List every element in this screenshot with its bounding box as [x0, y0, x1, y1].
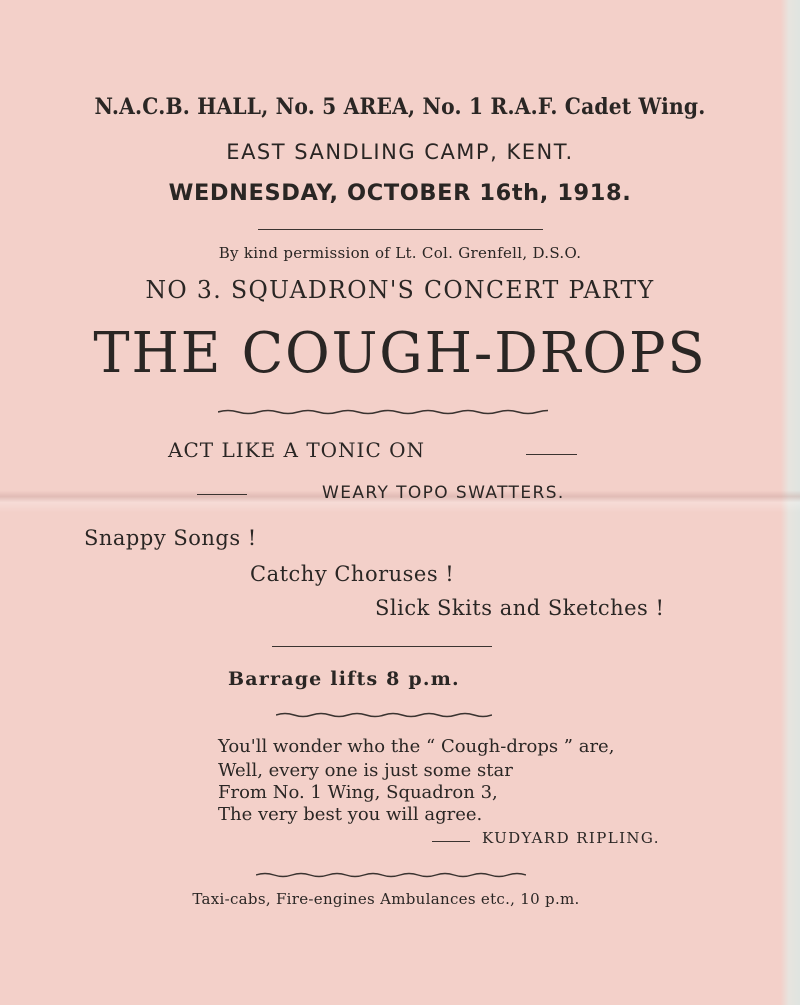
location-line: EAST SANDLING CAMP, KENT.: [226, 140, 574, 164]
divider-4: [276, 712, 492, 718]
start-time: Barrage lifts 8 p.m.: [228, 668, 460, 690]
poem-line-2: Well, every one is just some star: [218, 760, 513, 781]
tagline-dash-left: [197, 494, 247, 495]
venue-line: N.A.C.B. HALL, No. 5 AREA, No. 1 R.A.F. Cadet Wing.: [94, 94, 706, 120]
divider-3: [272, 646, 492, 647]
show-title: THE COUGH-DROPS: [93, 321, 707, 386]
footer-line: Taxi-cabs, Fire-engines Ambulances etc., 10 p.m.: [192, 890, 580, 908]
act-snappy-songs: Snappy Songs !: [84, 526, 257, 550]
attribution-dash: [432, 841, 470, 842]
tagline-line-2: WEARY TOPO SWATTERS.: [322, 483, 565, 503]
divider-2: [218, 409, 548, 415]
date-line: WEDNESDAY, OCTOBER 16th, 1918.: [168, 181, 632, 206]
tagline-dash-right: [526, 454, 577, 455]
poem-line-1: You'll wonder who the “ Cough-drops ” are,: [218, 736, 615, 757]
act-slick-skits: Slick Skits and Sketches !: [375, 596, 665, 620]
poem-attribution: KUDYARD RIPLING.: [482, 829, 660, 847]
tagline-line-1: ACT LIKE A TONIC ON: [168, 438, 426, 462]
divider-1: [258, 229, 543, 230]
poem-line-3: From No. 1 Wing, Squadron 3,: [218, 782, 498, 803]
poem-line-4: The very best you will agree.: [218, 804, 483, 825]
concert-party-line: NO 3. SQUADRON'S CONCERT PARTY: [145, 276, 655, 304]
act-catchy-choruses: Catchy Choruses !: [250, 562, 455, 586]
divider-5: [256, 872, 526, 878]
permission-line: By kind permission of Lt. Col. Grenfell, D.S.O.: [218, 244, 582, 262]
